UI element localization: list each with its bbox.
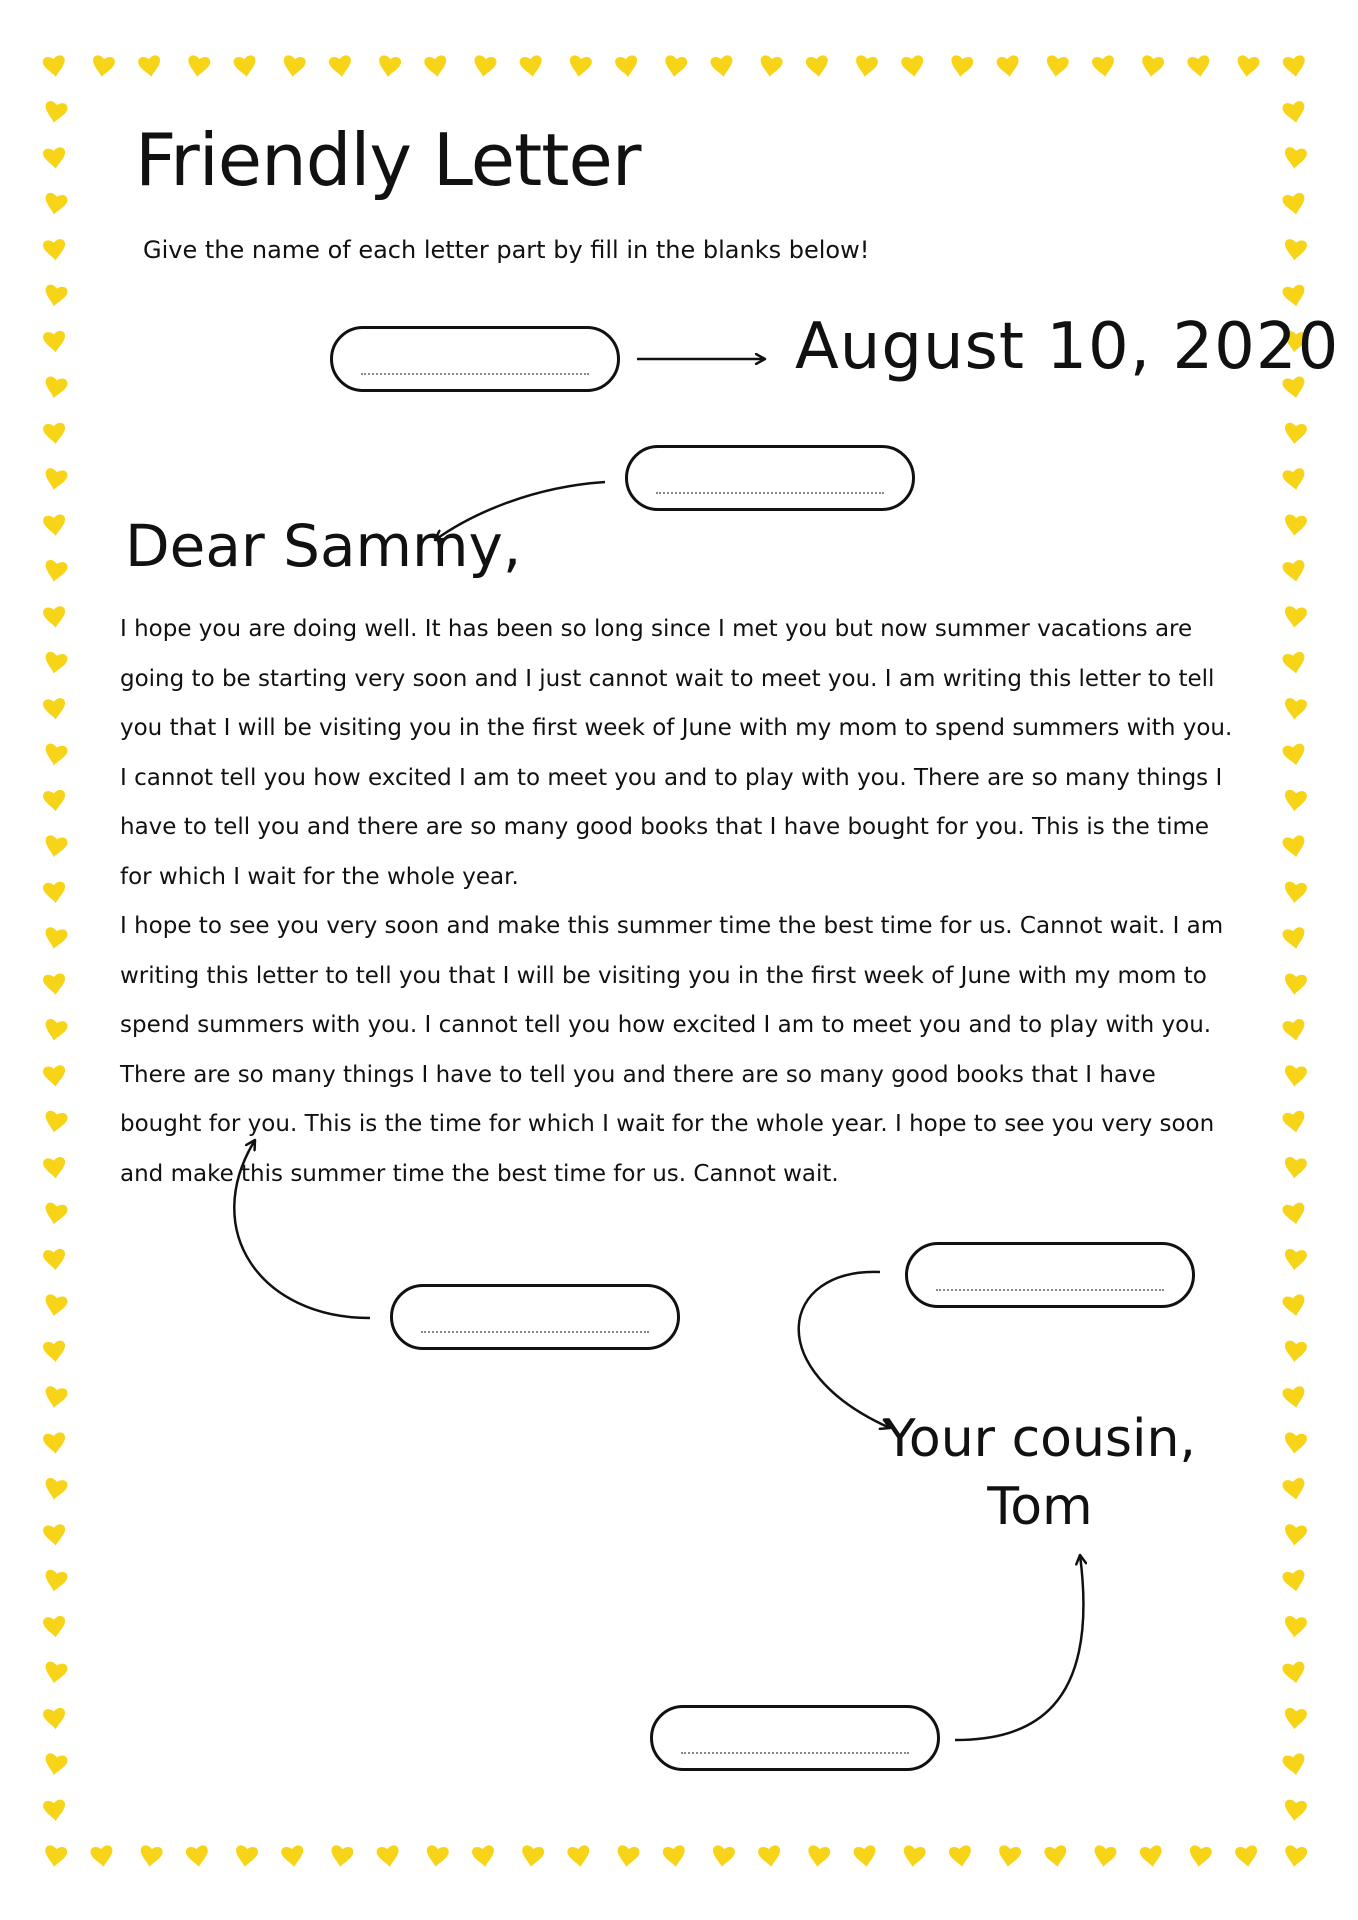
letter-body: I hope you are doing well. It has been so long since I met you but now summer vacations are going to be starting very soon and I just cannot wait to meet you. I am writing this letter to tell you that I will be visiting you in the first week of June with my mom to spend summers with you. I cannot tell you how excited I am to meet you and to play with you. There are so many things I have to tell you and there are so many good books that I have bought for you. This is the time for which I wait for the whole year. I hope to see you very soon and make this summer time the best time for us. Cannot wait. I am writing this letter to tell you that I will be visiting you in the first week of June with my mom to spend summers with you. I cannot tell you how excited I am to meet you and to play with you. There are so many things I have to tell you and there are so many good books that I have bought for you. This is the time for which I wait for the whole year. I hope to see you very soon and make this summer time the best time for us. Cannot wait. [120, 616, 1233, 1187]
page-title: Friendly Letter [135, 118, 641, 202]
blank-dotted-line [681, 1752, 909, 1754]
letter-closing-block [880, 1405, 1200, 1541]
blank-signature[interactable] [650, 1705, 940, 1771]
closing-arrow-icon [799, 1272, 890, 1428]
instructions: Give the name of each letter part by fill in the blanks below! [143, 236, 870, 264]
letter-date: August 10, 2020 [795, 310, 1340, 384]
letter-greeting: Dear Sammy, [125, 512, 522, 580]
blank-dotted-line [656, 492, 884, 494]
blank-greeting[interactable] [625, 445, 915, 511]
letter-signature: Tom [987, 1477, 1093, 1537]
blank-dotted-line [936, 1289, 1164, 1291]
blank-body[interactable] [390, 1284, 680, 1350]
blank-dotted-line [361, 373, 589, 375]
letter-closing: Your cousin, [884, 1409, 1196, 1469]
blank-date[interactable] [330, 326, 620, 392]
blank-dotted-line [421, 1331, 649, 1333]
blank-closing[interactable] [905, 1242, 1195, 1308]
signature-arrow-icon [955, 1555, 1083, 1740]
